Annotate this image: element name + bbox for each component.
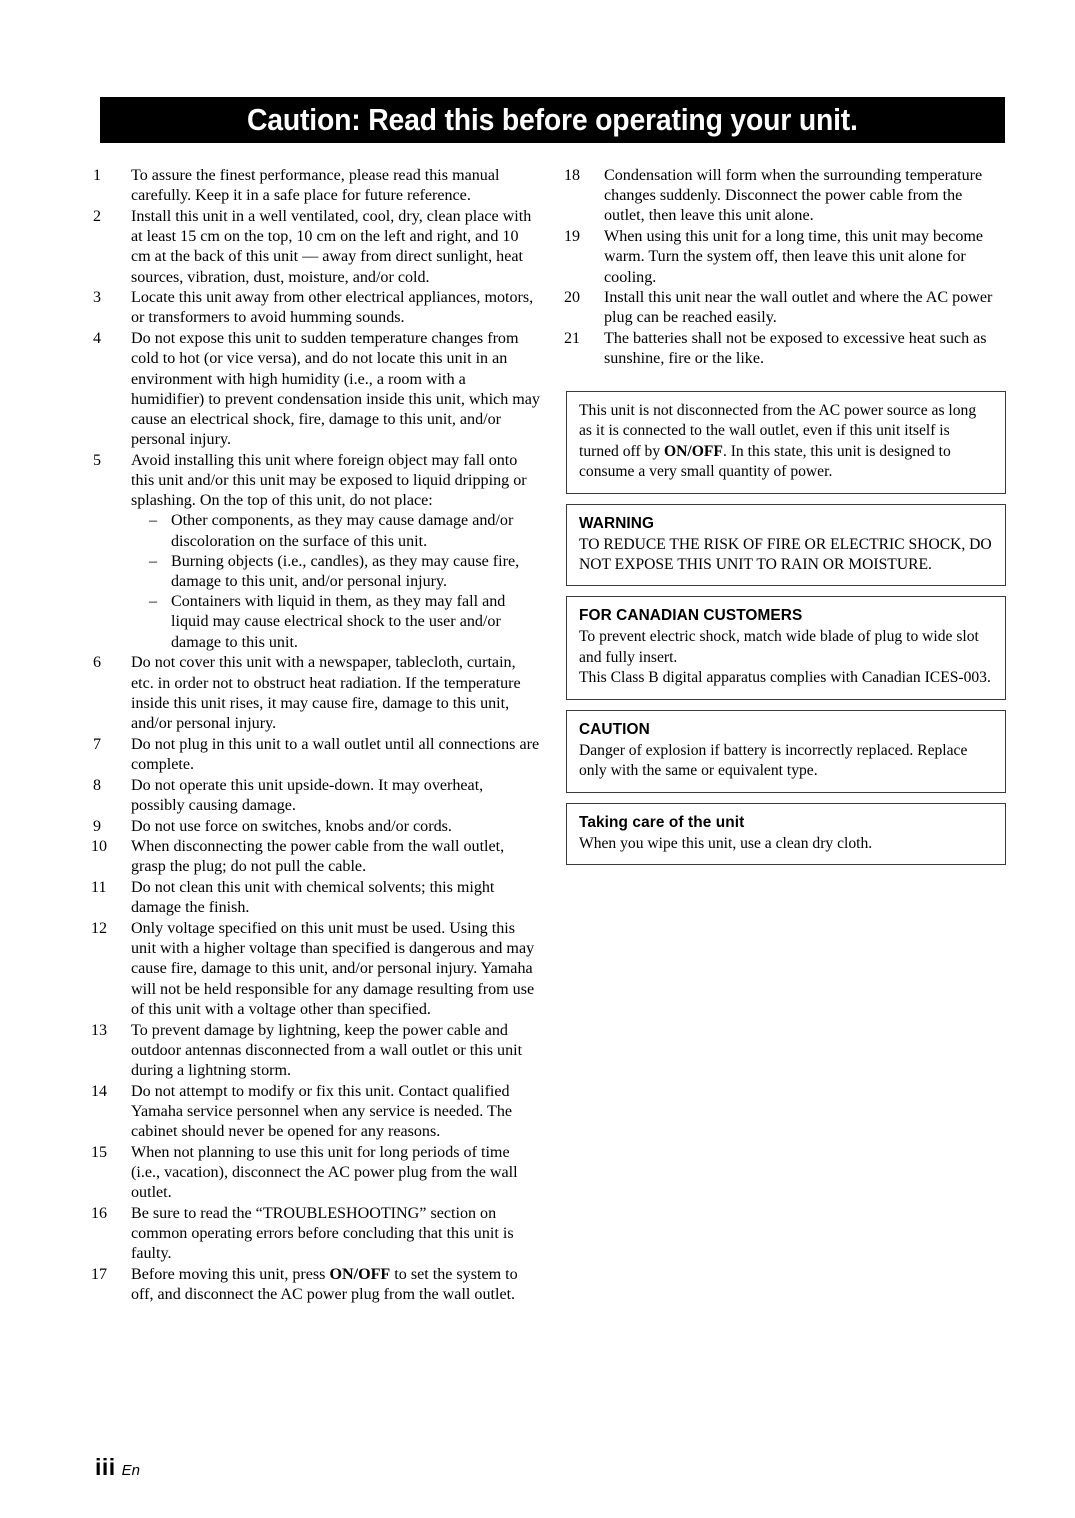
item-number: 17 — [91, 1265, 108, 1283]
item-text: Only voltage specified on this unit must be used. Using this unit with a higher voltage than specified is dangerous and may cause fire, damage to this unit, and/or personal injury. Yamaha will not be held responsible for any damage resulting from use of this unit with a voltage other than specified. — [131, 920, 535, 1018]
item-number: 20 — [564, 289, 581, 307]
caution-list-right — [566, 166, 1006, 370]
notice-body-secondary: This Class B digital apparatus complies with Canadian ICES-003. — [579, 669, 991, 687]
item-text: Do not attempt to modify or fix this unit. Contact qualified Yamaha service personnel when any service is needed. The cabinet should never be opened for any reasons. — [131, 1082, 513, 1141]
list-item — [93, 878, 540, 918]
item-number: 14 — [91, 1082, 108, 1100]
list-item — [93, 817, 540, 837]
item-text: When not planning to use this unit for long periods of time (i.e., vacation), disconnect the AC power plug from the wall outlet. — [131, 1143, 518, 1202]
list-item — [93, 837, 540, 877]
notice-body-before: This unit is not disconnected from the AC power source as long as it is connected to the wall outlet, even if this unit itself is turned off by — [579, 402, 977, 460]
notice-box-ac-power — [566, 391, 1006, 494]
notice-box-taking-care — [566, 803, 1006, 865]
item-number: 13 — [91, 1021, 108, 1039]
notice-heading: FOR CANADIAN CUSTOMERS — [579, 607, 803, 625]
onoff-bold-label: ON/OFF — [664, 442, 723, 460]
item-text: Do not plug in this unit to a wall outlet until all connections are complete. — [131, 735, 540, 773]
item-text: Be sure to read the “TROUBLESHOOTING” section on common operating errors before concluding that this unit is faulty. — [131, 1204, 514, 1263]
list-item — [566, 329, 1006, 369]
sub-item-text: Other components, as they may cause damage and/or discoloration on the surface of this unit. — [171, 512, 514, 550]
item-text: Do not clean this unit with chemical solvents; this might damage the finish. — [131, 879, 495, 917]
item-text: When disconnecting the power cable from the wall outlet, grasp the plug; do not pull the cable. — [131, 838, 505, 876]
item-number: 1 — [93, 167, 102, 184]
item-number: 2 — [93, 207, 102, 225]
item-number: 21 — [564, 330, 581, 348]
right-column — [566, 166, 1006, 875]
notice-box-canadian-customers — [566, 596, 1006, 699]
item-text: Avoid installing this unit where foreign object may fall onto this unit and/or this unit may be exposed to liquid dripping or splashing. On the top of this unit, do not place: — [131, 451, 527, 510]
list-item — [93, 1082, 540, 1143]
list-item — [566, 166, 1006, 227]
notice-box-caution — [566, 710, 1006, 793]
notice-body: When you wipe this unit, use a clean dry cloth. — [579, 834, 873, 852]
dash-bullet-icon: – — [149, 512, 158, 530]
notice-body — [579, 401, 993, 483]
notice-body: To prevent electric shock, match wide blade of plug to wide slot and fully insert. — [579, 628, 979, 666]
item-text-before: Before moving this unit, press — [131, 1265, 330, 1283]
notice-heading: Taking care of the unit — [579, 813, 745, 831]
item-text — [131, 1265, 540, 1305]
list-item — [93, 288, 540, 328]
item-text: Install this unit near the wall outlet and where the AC power plug can be reached easily. — [604, 289, 993, 327]
sub-list-item — [149, 511, 540, 551]
item-number: 5 — [93, 451, 102, 469]
item-text: Do not cover this unit with a newspaper, tablecloth, curtain, etc. in order not to obstruct heat radiation. If the temperature inside this unit rises, it may cause fire, damage to this unit, and/or personal injury. — [131, 654, 521, 732]
notice-body-after: . In this state, this unit is designed to consume a very small quantity of power. — [579, 442, 951, 481]
item-text: To assure the finest performance, please read this manual carefully. Keep it in a safe place for future reference. — [131, 167, 500, 205]
item-number: 16 — [91, 1204, 108, 1222]
page-footer — [95, 1456, 140, 1479]
item-text: Locate this unit away from other electrical appliances, motors, or transformers to avoid humming sounds. — [131, 289, 534, 327]
caution-list-left — [93, 166, 540, 1305]
item-number: 11 — [91, 879, 107, 897]
item-text: Install this unit in a well ventilated, cool, dry, clean place with at least 15 cm on the top, 10 cm on the left and right, and 10 cm at the back of this unit — away from direct sunlight, heat sources, vibration, dust, moisture, and/or cold. — [131, 207, 532, 286]
item-number: 6 — [93, 654, 102, 672]
list-item — [93, 329, 540, 450]
list-item — [93, 1143, 540, 1204]
item-number: 18 — [564, 167, 581, 184]
notice-box-warning — [566, 504, 1006, 587]
item-text: Condensation will form when the surrounding temperature changes suddenly. Disconnect the power cable from the outlet, then leave this unit alone. — [604, 167, 983, 225]
item-number: 15 — [91, 1143, 108, 1161]
language-code: En — [121, 1462, 141, 1479]
list-item — [93, 1204, 540, 1265]
item-number: 3 — [93, 289, 102, 307]
item-number: 7 — [93, 735, 102, 753]
notice-heading: WARNING — [579, 514, 655, 532]
page-number: iii — [95, 1454, 116, 1480]
dash-bullet-icon: – — [149, 593, 158, 611]
item-text: Do not use force on switches, knobs and/or cords. — [131, 817, 452, 835]
list-item — [93, 735, 540, 775]
sub-list-item — [149, 552, 540, 592]
notice-heading: CAUTION — [579, 720, 650, 738]
item-number: 4 — [93, 330, 102, 348]
page-title: Caution: Read this before operating your unit. — [247, 102, 858, 137]
onoff-bold-label: ON/OFF — [329, 1265, 391, 1283]
item-number: 10 — [91, 838, 108, 856]
item-text: The batteries shall not be exposed to excessive heat such as sunshine, fire or the like. — [604, 330, 987, 368]
sub-list — [131, 511, 540, 652]
item-text: Do not operate this unit upside-down. It may overheat, possibly causing damage. — [131, 776, 484, 814]
sub-list-item — [149, 592, 540, 653]
item-number: 12 — [91, 920, 108, 938]
list-item — [93, 451, 540, 653]
list-item — [93, 653, 540, 734]
item-text-after: to set the system to off, and disconnect the AC power plug from the wall outlet. — [131, 1265, 518, 1304]
list-item — [93, 207, 540, 288]
item-number: 9 — [93, 817, 102, 835]
list-item — [93, 1265, 540, 1305]
item-text: Do not expose this unit to sudden temperature changes from cold to hot (or vice versa), and do not locate this unit in an environment with high humidity (i.e., a room with a humidifier) to prevent condensation inside this unit, which may cause an electrical shock, fire, damage to this unit, and/or personal injury. — [131, 330, 540, 449]
item-text: When using this unit for a long time, this unit may become warm. Turn the system off, then leave this unit alone for cooling. — [604, 228, 984, 286]
list-item — [93, 166, 540, 206]
list-item — [93, 919, 540, 1020]
notice-body: Danger of explosion if battery is incorrectly replaced. Replace only with the same or equivalent type. — [579, 741, 968, 780]
caution-header-banner — [100, 97, 1005, 143]
item-number: 19 — [564, 228, 581, 246]
notice-body: TO REDUCE THE RISK OF FIRE OR ELECTRIC SHOCK, DO NOT EXPOSE THIS UNIT TO RAIN OR MOISTURE. — [579, 535, 992, 574]
list-item — [566, 288, 1006, 328]
item-text: To prevent damage by lightning, keep the power cable and outdoor antennas disconnected from a wall outlet or this unit during a lightning storm. — [131, 1021, 523, 1079]
dash-bullet-icon: – — [149, 552, 158, 570]
list-item — [93, 1021, 540, 1082]
list-item — [566, 227, 1006, 288]
list-item — [93, 776, 540, 816]
sub-item-text: Containers with liquid in them, as they may fall and liquid may cause electrical shock to the user and/or damage to this unit. — [171, 593, 506, 651]
sub-item-text: Burning objects (i.e., candles), as they may cause fire, damage to this unit, and/or personal injury. — [171, 552, 520, 591]
item-number: 8 — [93, 776, 102, 794]
left-column — [93, 166, 540, 1306]
